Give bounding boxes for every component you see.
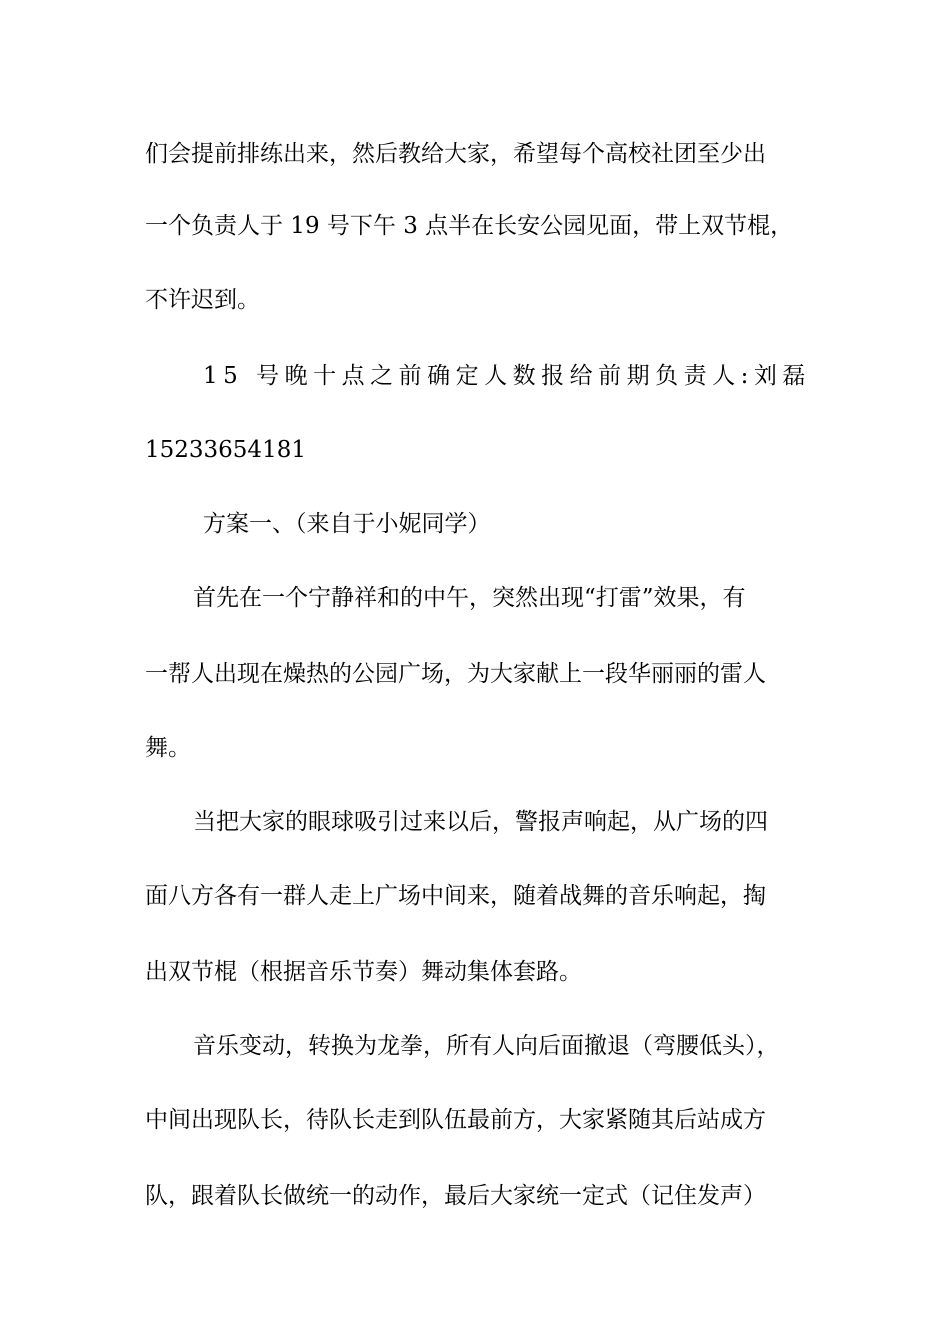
text-line: 音乐变动，转换为龙拳，所有人向后面撤退（弯腰低头）， (193, 1033, 780, 1059)
text-line: 面八方各有一群人走上广场中间来，随着战舞的音乐响起，掏 (145, 883, 766, 909)
text-line: 首先在一个宁静祥和的中午，突然出现“打雷”效果，有 (193, 585, 746, 611)
text-line: 15 号晚十点之前确定人数报给前期负责人:刘磊 (203, 363, 811, 389)
text-line: 舞。 (145, 735, 191, 761)
text-line: 中间出现队长，待队长走到队伍最前方，大家紧随其后站成方 (145, 1107, 766, 1133)
text-line: 一个负责人于 19 号下午 3 点半在长安公园见面，带上双节棍， (145, 213, 794, 239)
text-line: 一帮人出现在燥热的公园广场，为大家献上一段华丽丽的雷人 (145, 661, 766, 687)
text-line: 出双节棍（根据音乐节奏）舞动集体套路。 (145, 959, 582, 985)
text-line: 队，跟着队长做统一的动作，最后大家统一定式（记住发声） (145, 1183, 766, 1209)
text-line: 当把大家的眼球吸引过来以后，警报声响起，从广场的四 (193, 809, 768, 835)
text-line: 们会提前排练出来，然后教给大家，希望每个高校社团至少出 (145, 141, 766, 167)
text-line: 15233654181 (145, 437, 306, 463)
text-line: 不许迟到。 (145, 287, 260, 313)
section-heading: 方案一、（来自于小妮同学） (203, 511, 491, 537)
